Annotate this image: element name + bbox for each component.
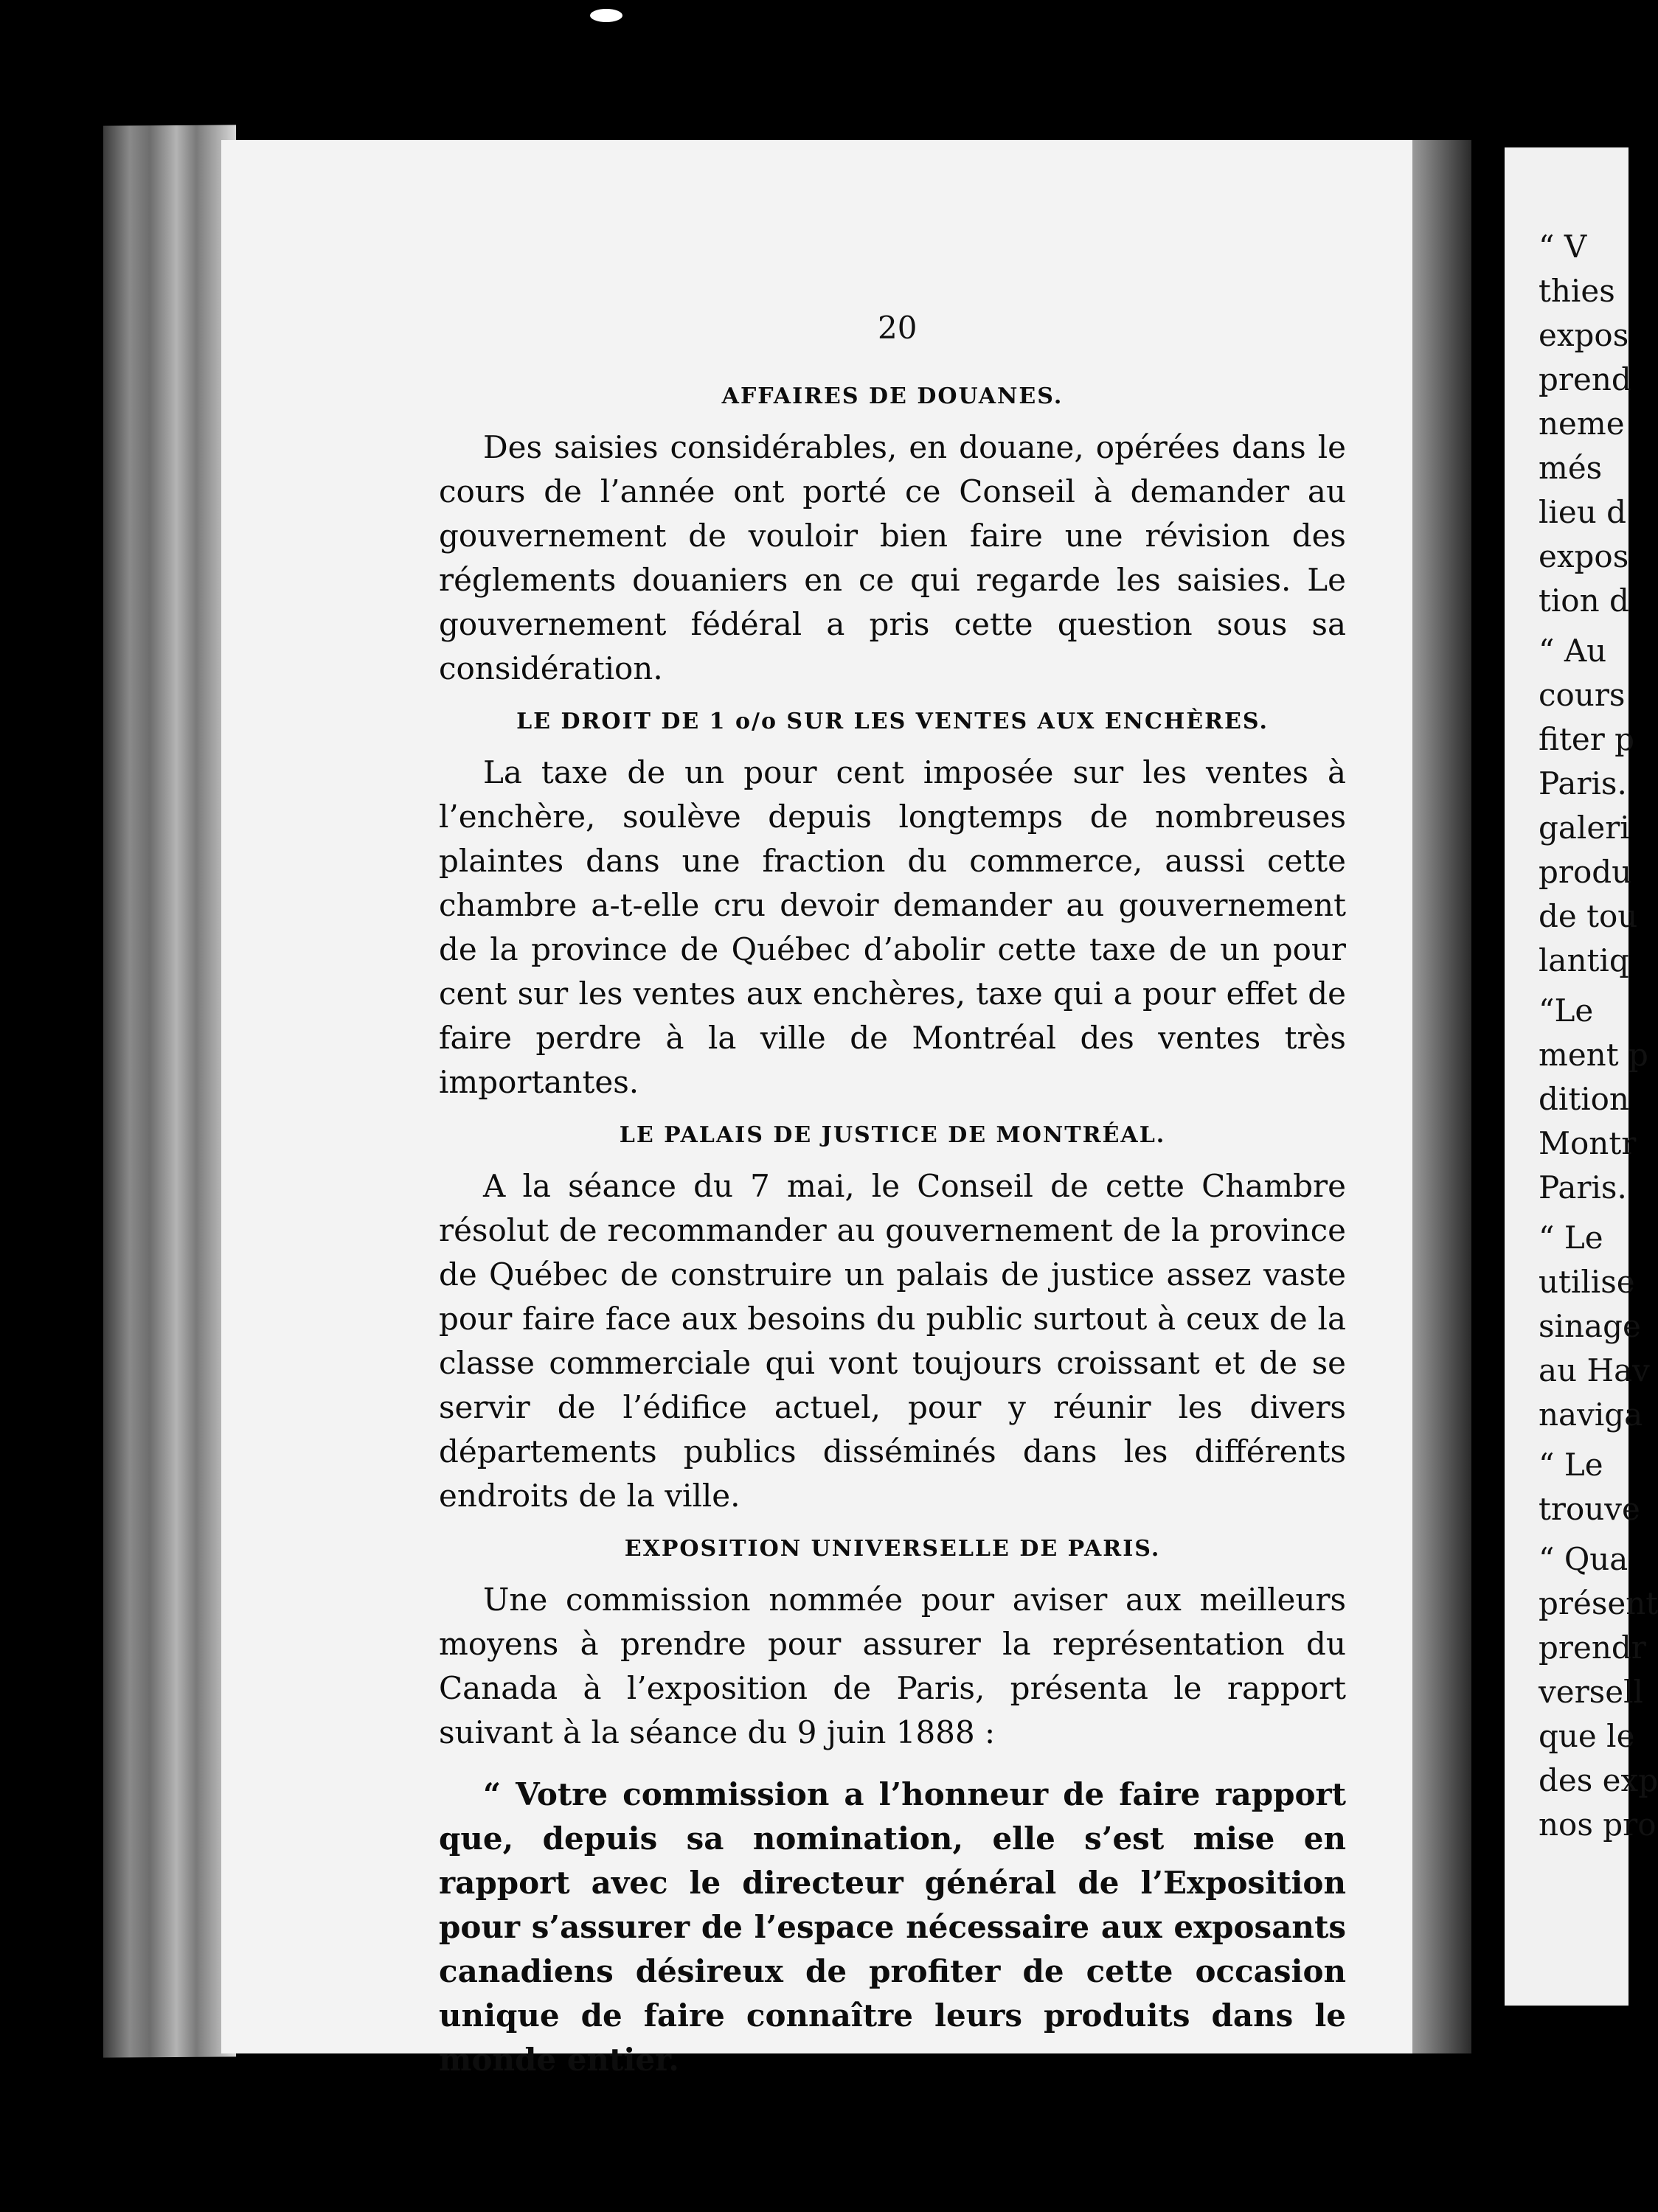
adjacent-page-line-fragment: “ Le [1539, 1447, 1603, 1483]
adjacent-page-line-fragment: “ Le [1539, 1220, 1603, 1256]
section-heading: EXPOSITION UNIVERSELLE DE PARIS. [624, 1536, 1161, 1562]
adjacent-page-line-fragment: de tou [1539, 898, 1638, 934]
adjacent-page-line-fragment: sinage [1539, 1308, 1641, 1344]
adjacent-page-line-fragment: galeri [1539, 810, 1630, 846]
adjacent-page-line-fragment: prendr [1539, 1630, 1646, 1666]
adjacent-page-line-fragment: des exp [1539, 1762, 1658, 1798]
adjacent-page-line-fragment: fiter p [1539, 721, 1635, 757]
adjacent-page-line-fragment: “ V [1539, 229, 1587, 265]
adjacent-page-line-fragment: expos [1539, 538, 1629, 574]
page-gutter-shadow [1412, 140, 1471, 2053]
adjacent-page-line-fragment: présent [1539, 1585, 1658, 1621]
adjacent-page-line-fragment: tion d [1539, 582, 1629, 619]
section-affaires-de-douanes [439, 383, 1346, 691]
paragraph: La taxe de un pour cent imposée sur les ventes à l’enchère, soulève depuis longtemps de nombreuses plaintes dans une fraction du commerce, aussi cette chambre a-t-elle cru devoir demander au gouvernement de la province de Québec d’abolir cette taxe de un pour cent sur les ventes aux enchères, taxe qui a pour effet de faire perdre à la ville de Montréal des ventes très importantes. [439, 754, 1346, 1100]
paragraph: A la séance du 7 mai, le Conseil de cette Chambre résolut de recommander au gouvernement de la province de Québec de construire un palais de justice assez vaste pour faire face aux besoins du public surtout à ceux de la classe commerciale qui vont toujours croissant et de se servir de l’édifice actuel, pour y réunir les divers départements publics disséminés dans les différents endroits de la ville. [439, 1168, 1346, 1514]
page-number: 20 [878, 310, 918, 346]
adjacent-page-line-fragment: que le [1539, 1718, 1635, 1754]
page-content [439, 383, 1346, 2100]
adjacent-page-line-fragment: Paris. [1539, 765, 1627, 801]
adjacent-page-line-fragment: lantiq [1539, 942, 1629, 978]
adjacent-page-line-fragment: ment p [1539, 1037, 1648, 1073]
paragraph: Des saisies considérables, en douane, opérées dans le cours de l’année ont porté ce Conseil à demander au gouvernement de vouloir bien faire une révision des réglements douaniers en ce qui regarde les saisies. Le gouvernement fédéral a pris cette question sous sa considération. [439, 429, 1346, 686]
adjacent-page-line-fragment: au Hav [1539, 1352, 1650, 1388]
section-palais-de-justice [439, 1122, 1346, 1518]
adjacent-page-line-fragment: dition [1539, 1081, 1629, 1117]
adjacent-page-line-fragment: expos [1539, 317, 1629, 353]
adjacent-page-line-fragment: “ Qua [1539, 1541, 1628, 1577]
adjacent-page-line-fragment: “ Au [1539, 633, 1607, 669]
adjacent-page-line-fragment: versell [1539, 1674, 1643, 1710]
adjacent-page-line-fragment: trouve [1539, 1491, 1640, 1527]
adjacent-page-line-fragment: prend [1539, 361, 1631, 397]
section-exposition-universelle [439, 1536, 1346, 2082]
adjacent-page-line-fragment: thies [1539, 273, 1615, 309]
adjacent-page-line-fragment: Paris. [1539, 1169, 1627, 1206]
adjacent-page-line-fragment: més [1539, 450, 1603, 486]
adjacent-page-line-fragment: cours [1539, 677, 1626, 713]
scan-speck [590, 9, 622, 22]
paragraph: Une commission nommée pour aviser aux meilleurs moyens à prendre pour assurer la représentation du Canada à l’exposition de Paris, présenta le rapport suivant à la séance du 9 juin 1888 : [439, 1582, 1346, 1750]
adjacent-page-line-fragment: Montr [1539, 1125, 1637, 1161]
section-heading: LE PALAIS DE JUSTICE DE MONTRÉAL. [619, 1122, 1166, 1148]
adjacent-page-line-fragment: utilise [1539, 1264, 1635, 1300]
section-heading: LE DROIT DE 1 o/o SUR LES VENTES AUX ENCHÈRES. [516, 709, 1269, 734]
section-droit-ventes-encheres [439, 709, 1346, 1105]
section-heading: AFFAIRES DE DOUANES. [721, 383, 1064, 409]
adjacent-page-line-fragment: produ [1539, 854, 1632, 890]
book-edge [103, 125, 236, 2057]
adjacent-page [1505, 147, 1658, 2006]
adjacent-page-line-fragment: lieu d [1539, 494, 1627, 530]
adjacent-page-line-fragment: “Le [1539, 992, 1594, 1029]
adjacent-page-line-fragment: neme [1539, 406, 1625, 442]
adjacent-page-line-fragment: naviga [1539, 1397, 1643, 1433]
quoted-paragraph: “ Votre commission a l’honneur de faire rapport que, depuis sa nomination, elle s’est mise en rapport avec le directeur général de l’Exposition pour s’assurer de l’espace nécessaire aux exposants canadiens désireux de profiter de cette occasion unique de faire connaître leurs produits dans le monde entier. [439, 1776, 1346, 2078]
adjacent-page-line-fragment: nos pro [1539, 1806, 1657, 1843]
